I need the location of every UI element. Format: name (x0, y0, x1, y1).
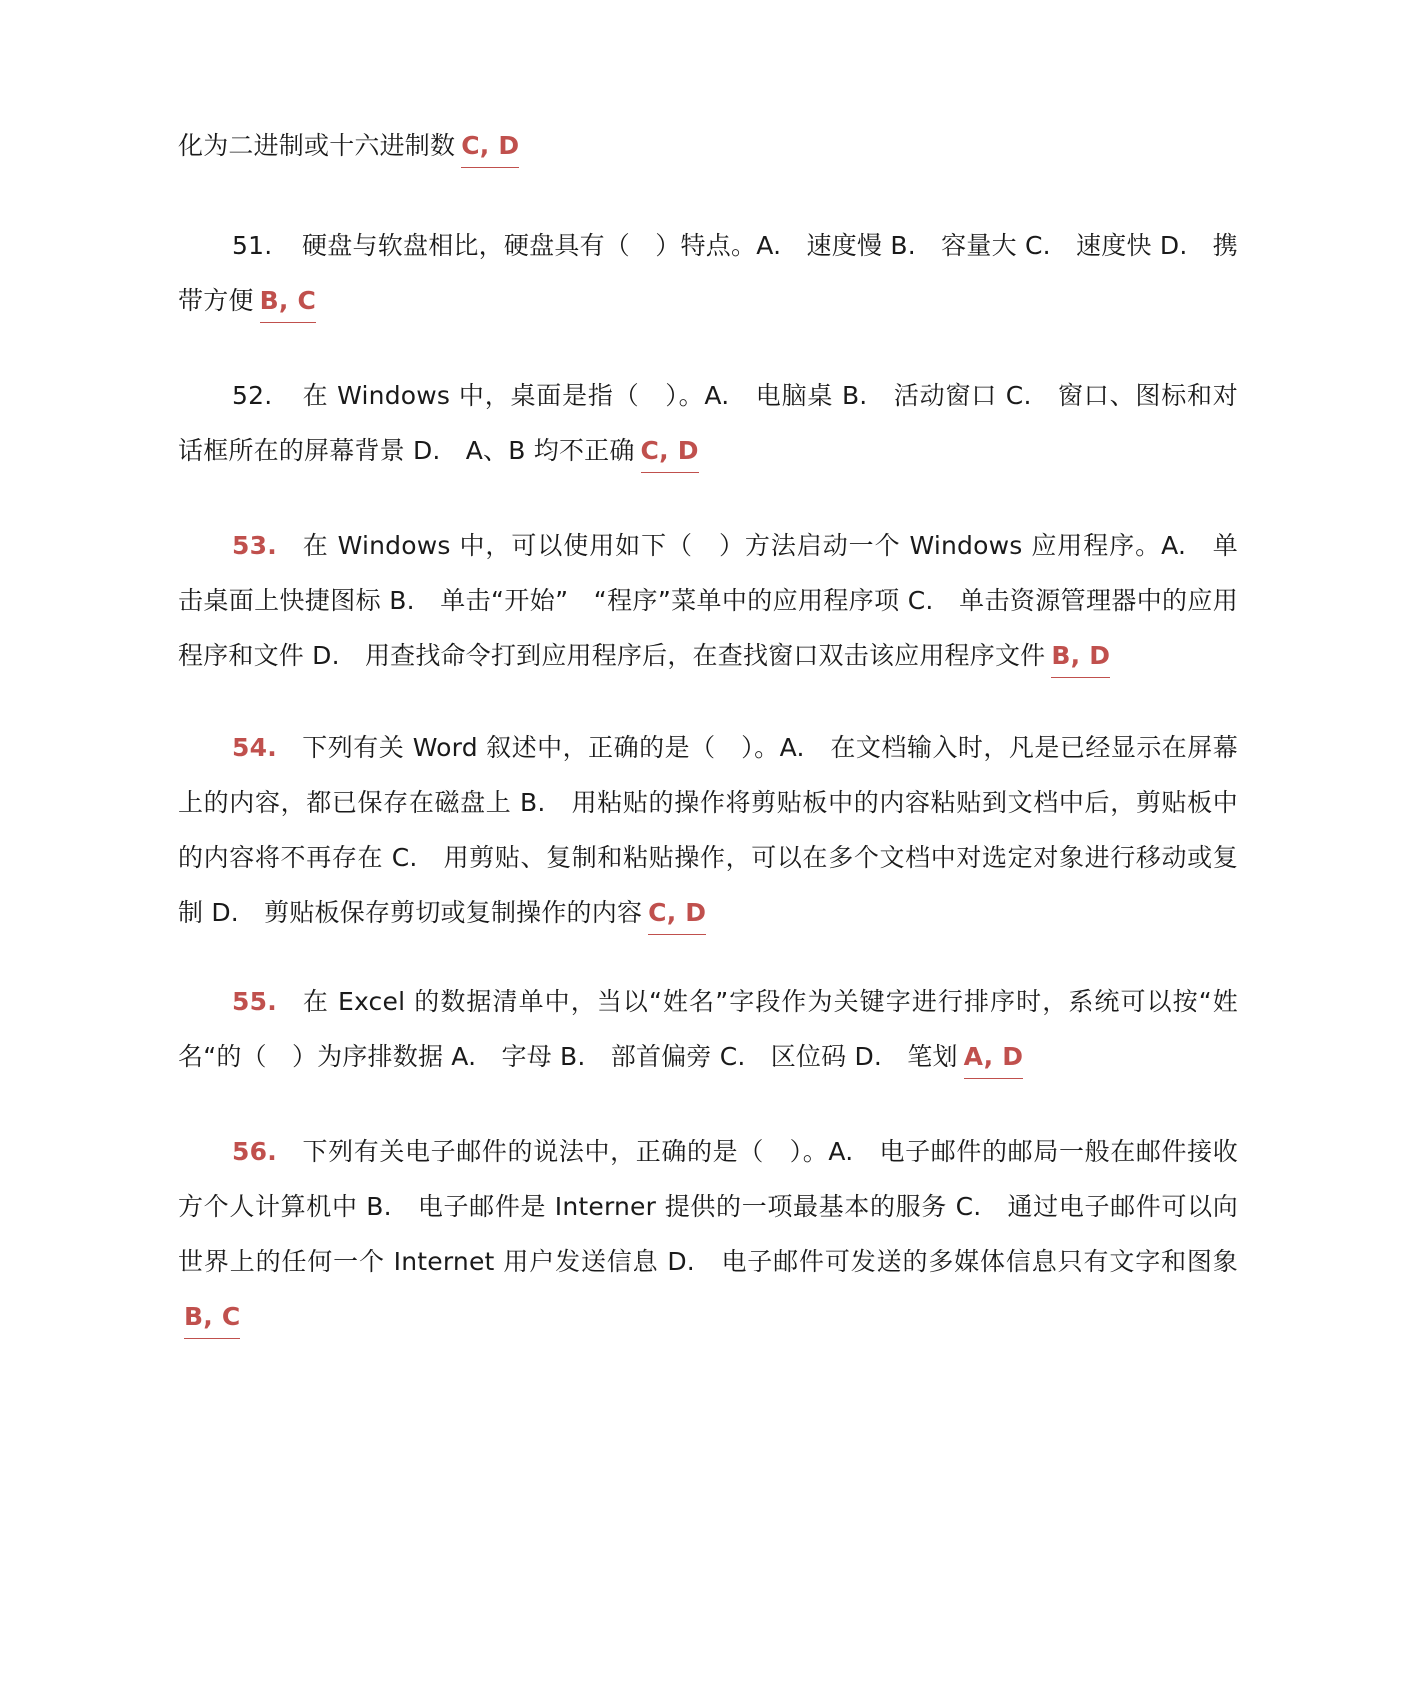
answer-mark: C, D (641, 436, 699, 473)
question-text: 化为二进制或十六进制数 (178, 131, 456, 160)
question-text: 在 Windows 中，桌面是指（ ）。A. 电脑桌 B. 活动窗口 C. 窗口、图标和对话框所在的屏幕背景 D. A、B 均不正确 (178, 381, 1238, 465)
question-54 (178, 720, 1238, 940)
question-52 (178, 368, 1238, 478)
question-text: 下列有关 Word 叙述中，正确的是（ ）。A. 在文档输入时，凡是已经显示在屏幕上的内容，都已保存在磁盘上 B. 用粘贴的操作将剪贴板中的内容粘贴到文档中后，剪贴板中的内容将不再存在 C. 用剪贴、复制和粘贴操作，可以在多个文档中对选定对象进行移动或复制 D. 剪贴板保存剪切或复制操作的内容 (178, 733, 1238, 927)
answer-mark: B, C (184, 1302, 240, 1339)
answer-mark: A, D (964, 1042, 1024, 1079)
question-50-continuation (178, 118, 1238, 173)
question-text: 在 Excel 的数据清单中，当以“姓名”字段作为关键字进行排序时，系统可以按“姓名“的（ ）为序排数据 A. 字母 B. 部首偏旁 C. 区位码 D. 笔划 (178, 987, 1238, 1071)
question-55 (178, 974, 1238, 1084)
question-number: 51. (232, 231, 273, 260)
question-number: 56. (232, 1137, 277, 1166)
question-text: 硬盘与软盘相比，硬盘具有（ ）特点。A. 速度慢 B. 容量大 C. 速度快 D. 携带方便 (178, 231, 1238, 315)
question-51 (178, 218, 1238, 328)
question-53 (178, 518, 1238, 683)
answer-mark: B, D (1051, 641, 1110, 678)
answer-mark: B, C (260, 286, 316, 323)
question-text: 在 Windows 中，可以使用如下（ ）方法启动一个 Windows 应用程序。A. 单击桌面上快捷图标 B. 单击“开始” “程序”菜单中的应用程序项 C. 单击资源管理器中的应用程序和文件 D. 用查找命令打到应用程序后，在查找窗口双击该应用程序文件 (178, 531, 1238, 670)
answer-mark: C, D (648, 898, 706, 935)
answer-mark: C, D (461, 131, 519, 168)
question-text: 下列有关电子邮件的说法中，正确的是（ ）。A. 电子邮件的邮局一般在邮件接收方个人计算机中 B. 电子邮件是 Interner 提供的一项最基本的服务 C. 通过电子邮件可以向世界上的任何一个 Internet 用户发送信息 D. 电子邮件可发送的多媒体信息只有文字和图象 (178, 1137, 1238, 1276)
question-number: 53. (232, 531, 277, 560)
question-number: 52. (232, 381, 273, 410)
question-number: 55. (232, 987, 277, 1016)
question-56 (178, 1124, 1238, 1344)
question-number: 54. (232, 733, 277, 762)
